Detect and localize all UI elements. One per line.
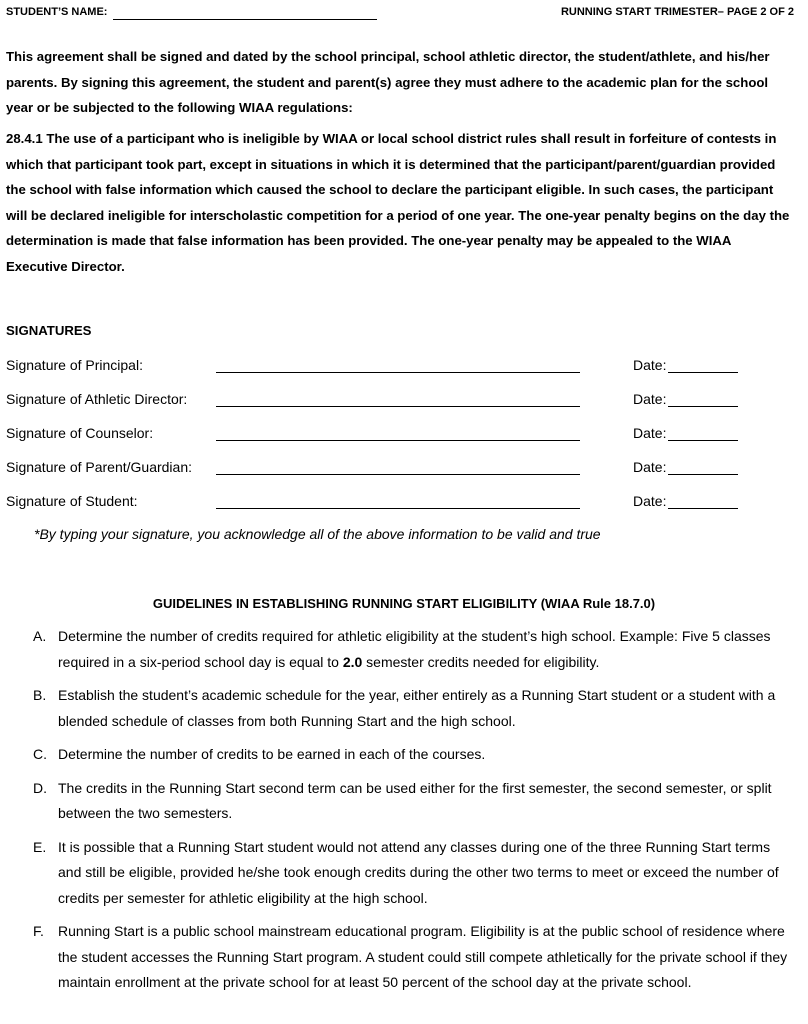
signature-row-counselor bbox=[6, 425, 796, 445]
date-line[interactable] bbox=[668, 508, 738, 509]
guideline-text: Determine the number of credits required for athletic eligibility at the student’s high school. Example: Five 5 classes required in a six-period school day is equal to bbox=[58, 628, 771, 670]
signature-row-principal bbox=[6, 357, 796, 377]
guideline-text: Establish the student’s academic schedule for the year, either entirely as a Running Start student or a student with a blended schedule of classes from both Running Start and the high school. bbox=[58, 687, 776, 729]
date-line[interactable] bbox=[668, 440, 738, 441]
signature-line[interactable] bbox=[216, 372, 580, 373]
signatures-heading: SIGNATURES bbox=[6, 323, 92, 338]
guideline-marker: F. bbox=[33, 923, 44, 939]
signature-row-parent-guardian bbox=[6, 459, 796, 479]
guideline-marker: C. bbox=[33, 746, 47, 762]
date-label: Date: bbox=[633, 391, 667, 407]
date-label: Date: bbox=[633, 357, 667, 373]
intro-paragraph: This agreement shall be signed and dated by the school principal, school athletic director, the student/athlete, and his/her parents. By signing this agreement, the student and parent(s) agree they must adhere to the academic plan for the school year or be subjected to the following WIAA regulations: bbox=[6, 49, 770, 115]
guideline-item bbox=[6, 683, 796, 734]
guideline-text-end: semester credits needed for eligibility. bbox=[362, 653, 600, 670]
guideline-text: The credits in the Running Start second term can be used either for the first semester, the second semester, or split between the two semesters. bbox=[58, 779, 772, 821]
guideline-item bbox=[6, 776, 796, 827]
guidelines-list bbox=[6, 624, 796, 1004]
page-header bbox=[6, 6, 794, 22]
signature-line[interactable] bbox=[216, 406, 580, 407]
student-name-field[interactable] bbox=[113, 19, 377, 20]
date-line[interactable] bbox=[668, 474, 738, 475]
guidelines-title: GUIDELINES IN ESTABLISHING RUNNING START ELIGIBILITY (WIAA Rule 18.7.0) bbox=[152, 596, 656, 611]
date-label: Date: bbox=[633, 459, 667, 475]
student-name-label: STUDENT’S NAME: bbox=[6, 6, 108, 18]
guideline-marker: D. bbox=[33, 779, 47, 796]
date-line[interactable] bbox=[668, 372, 738, 373]
rule-paragraph: 28.4.1 The use of a participant who is ineligible by WIAA or local school district rules shall result in forfeiture of contests in which that participant took part, except in situations in which it is determined that the participant/parent/guardian provided the school with false information which caused the school to declare the participant eligible. In such cases, the participant will be declared ineligible for interscholastic competition for a period of one year. The one-year penalty begins on the day the determination is made that false information has been provided. The one-year penalty may be appealed to the WIAA Executive Director. bbox=[6, 131, 790, 274]
signature-line[interactable] bbox=[216, 508, 580, 509]
signature-label: Signature of Counselor: bbox=[6, 425, 154, 441]
signature-line[interactable] bbox=[216, 474, 580, 475]
signature-row-student bbox=[6, 493, 796, 513]
guideline-marker: E. bbox=[33, 838, 47, 855]
guideline-item bbox=[6, 919, 796, 996]
guideline-bold-value: 2.0 bbox=[342, 653, 363, 670]
guideline-marker: A. bbox=[33, 628, 47, 644]
guideline-marker: B. bbox=[33, 687, 47, 703]
guideline-text: It is possible that a Running Start student would not attend any classes during one of the three Running Start terms and still be eligible, provided he/she took enough credits during the other two terms to meet or exceed the number of credits per semester for athletic eligibility at the high school. bbox=[58, 838, 779, 906]
signature-label: Signature of Principal: bbox=[6, 357, 143, 373]
signature-row-athletic-director bbox=[6, 391, 796, 411]
signature-label: Signature of Parent/Guardian: bbox=[6, 459, 193, 475]
signature-line[interactable] bbox=[216, 440, 580, 441]
guideline-item bbox=[6, 624, 796, 675]
signature-label: Signature of Athletic Director: bbox=[6, 391, 188, 407]
signature-note: *By typing your signature, you acknowledge all of the above information to be valid and true bbox=[34, 526, 601, 542]
guideline-text: Running Start is a public school mainstream educational program. Eligibility is at the public school of residence where the student accesses the Running Start program. A student could still compete athletically for the private school if they maintain enrollment at the private school for at least 50 percent of the school day at the private school. bbox=[58, 923, 788, 990]
guideline-text: Determine the number of credits to be earned in each of the courses. bbox=[58, 746, 486, 762]
signature-label: Signature of Student: bbox=[6, 493, 138, 509]
date-line[interactable] bbox=[668, 406, 738, 407]
guideline-item bbox=[6, 742, 796, 768]
date-label: Date: bbox=[633, 425, 667, 441]
guideline-item bbox=[6, 835, 796, 912]
date-label: Date: bbox=[633, 493, 667, 509]
page-indicator: RUNNING START TRIMESTER– PAGE 2 OF 2 bbox=[560, 6, 794, 18]
